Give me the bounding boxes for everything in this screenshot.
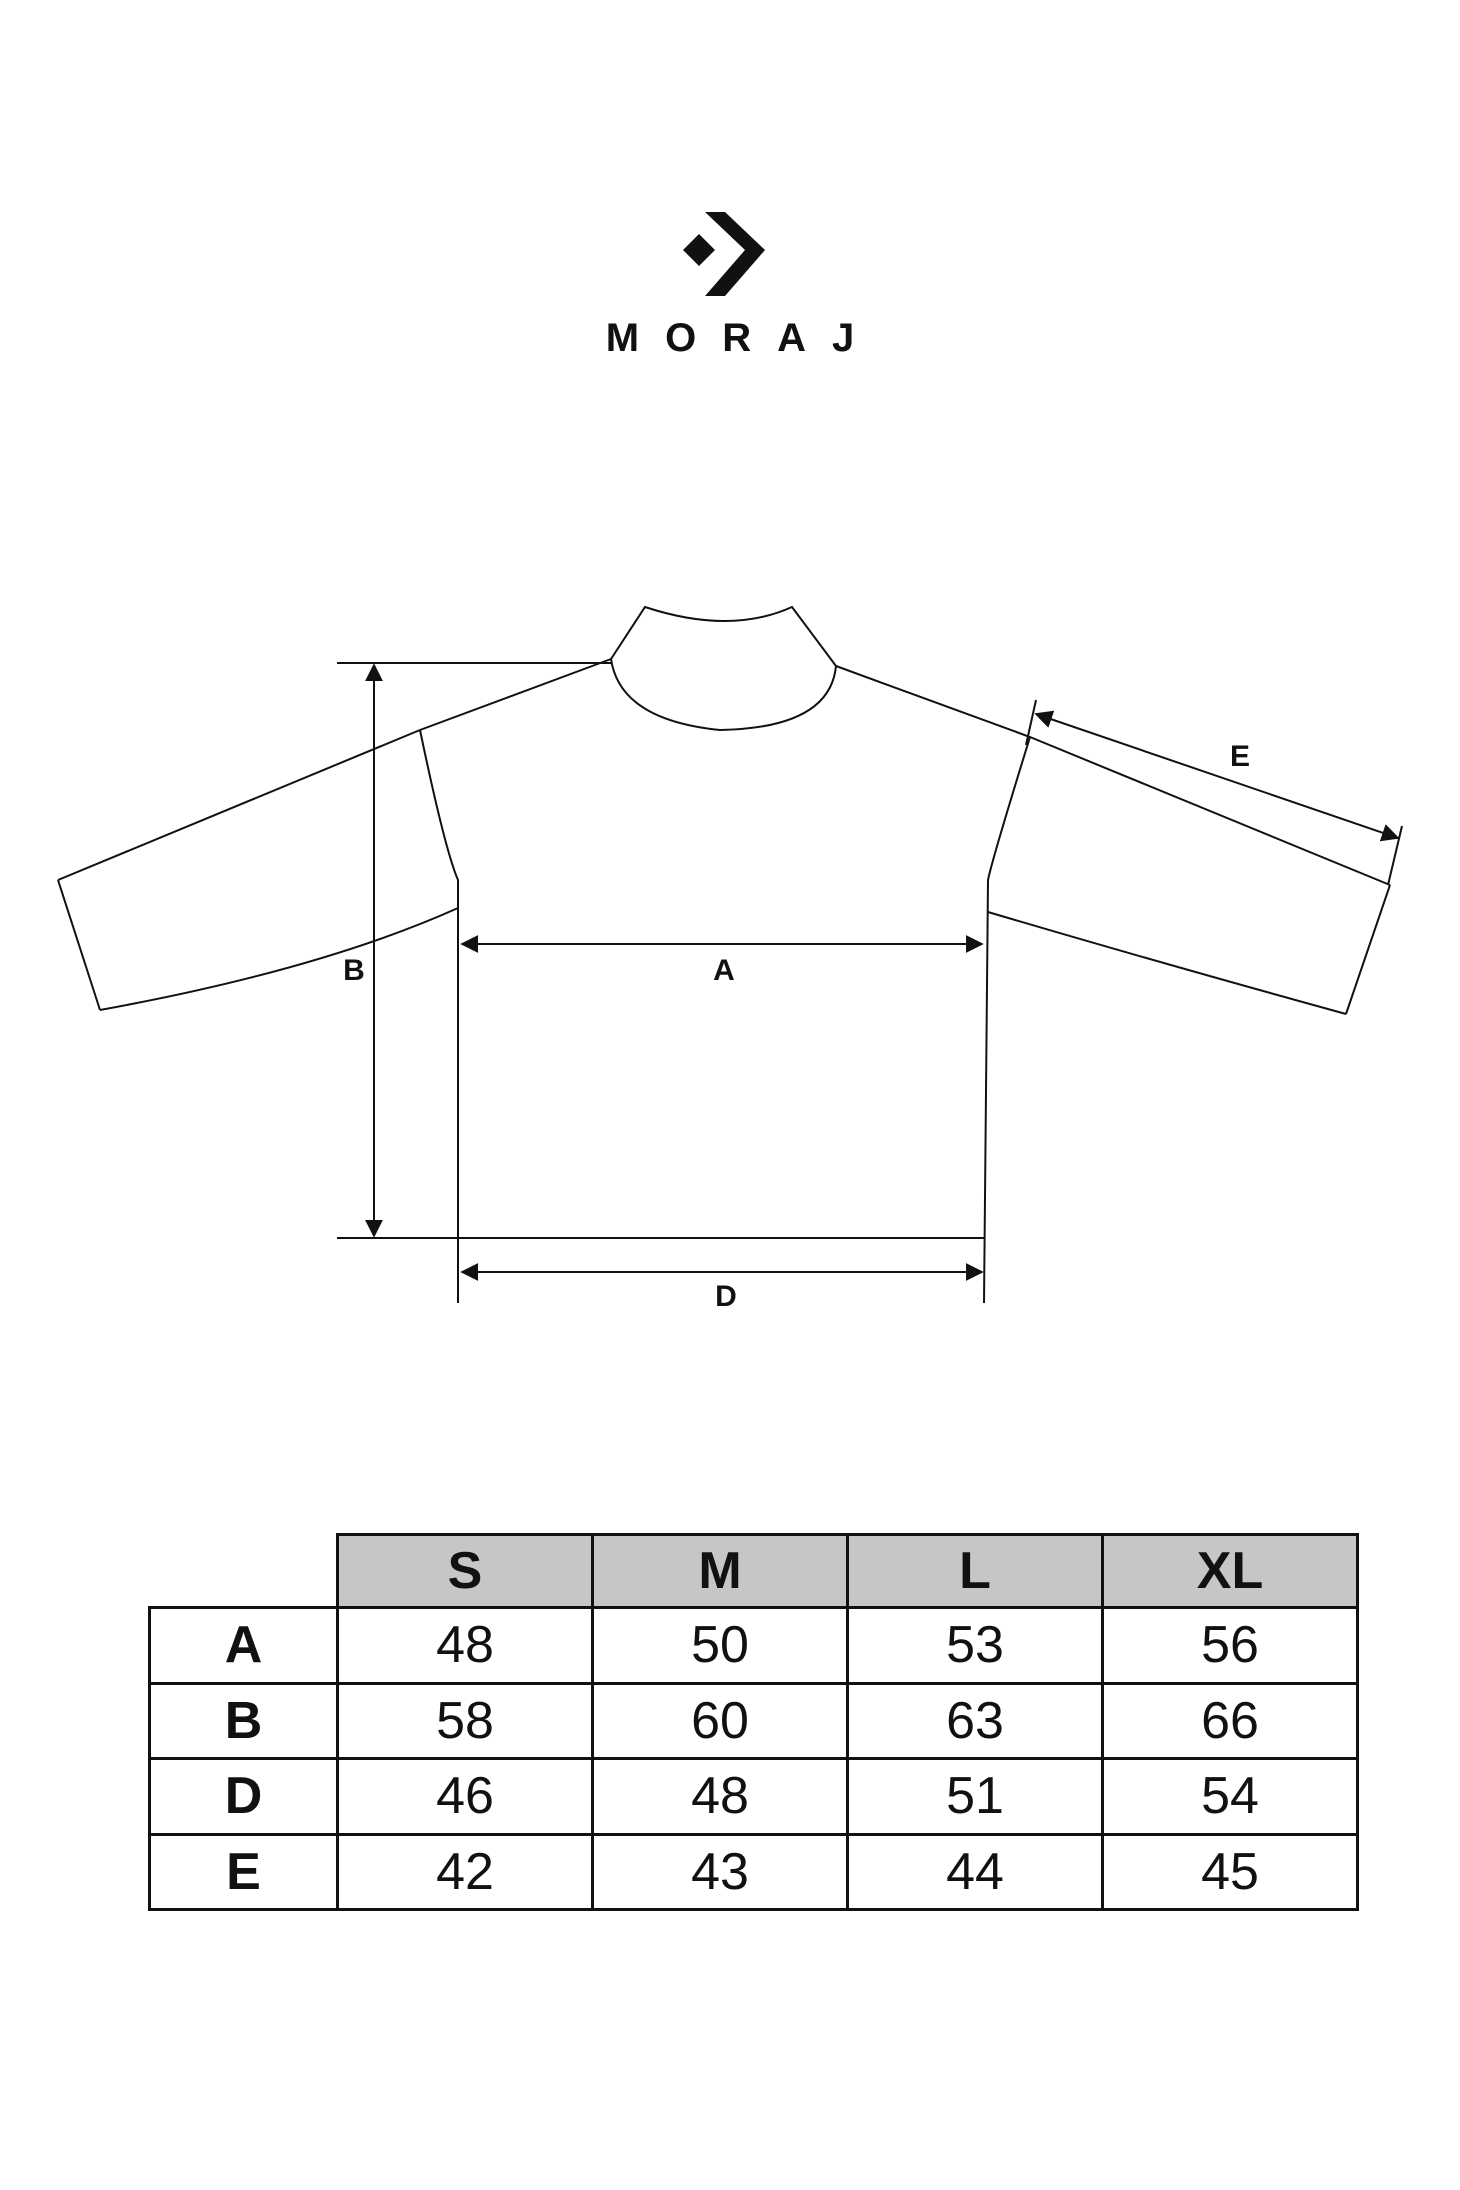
table-corner-cell — [150, 1535, 338, 1608]
row-label: B — [150, 1683, 338, 1759]
table-cell: 51 — [848, 1759, 1103, 1835]
table-cell: 48 — [338, 1608, 593, 1684]
table-cell: 66 — [1103, 1683, 1358, 1759]
table-row — [150, 1683, 1358, 1759]
size-table — [148, 1533, 1359, 1911]
table-cell: 45 — [1103, 1834, 1358, 1910]
measurement-labels — [343, 740, 1250, 1313]
table-row — [150, 1759, 1358, 1835]
table-cell: 46 — [338, 1759, 593, 1835]
column-header: S — [338, 1535, 593, 1608]
table-cell: 60 — [593, 1683, 848, 1759]
table-cell: 44 — [848, 1834, 1103, 1910]
table-row — [150, 1834, 1358, 1910]
garment-diagram — [0, 560, 1460, 1320]
column-header: XL — [1103, 1535, 1358, 1608]
table-cell: 42 — [338, 1834, 593, 1910]
label-d: D — [715, 1280, 737, 1313]
table-cell: 50 — [593, 1608, 848, 1684]
label-e: E — [1229, 740, 1251, 773]
table-cell: 54 — [1103, 1759, 1358, 1835]
label-b: B — [343, 954, 365, 987]
row-label: D — [150, 1759, 338, 1835]
column-header: L — [848, 1535, 1103, 1608]
chevron-diamond-logo-icon — [683, 212, 778, 296]
table-row — [150, 1608, 1358, 1684]
brand-name: MORAJ — [605, 316, 881, 360]
table-header-row — [150, 1535, 1358, 1608]
label-a: A — [713, 954, 735, 987]
table-cell: 56 — [1103, 1608, 1358, 1684]
table-cell: 53 — [848, 1608, 1103, 1684]
table-cell: 58 — [338, 1683, 593, 1759]
table-cell: 43 — [593, 1834, 848, 1910]
table-cell: 48 — [593, 1759, 848, 1835]
table-cell: 63 — [848, 1683, 1103, 1759]
row-label: A — [150, 1608, 338, 1684]
column-header: M — [593, 1535, 848, 1608]
row-label: E — [150, 1834, 338, 1910]
